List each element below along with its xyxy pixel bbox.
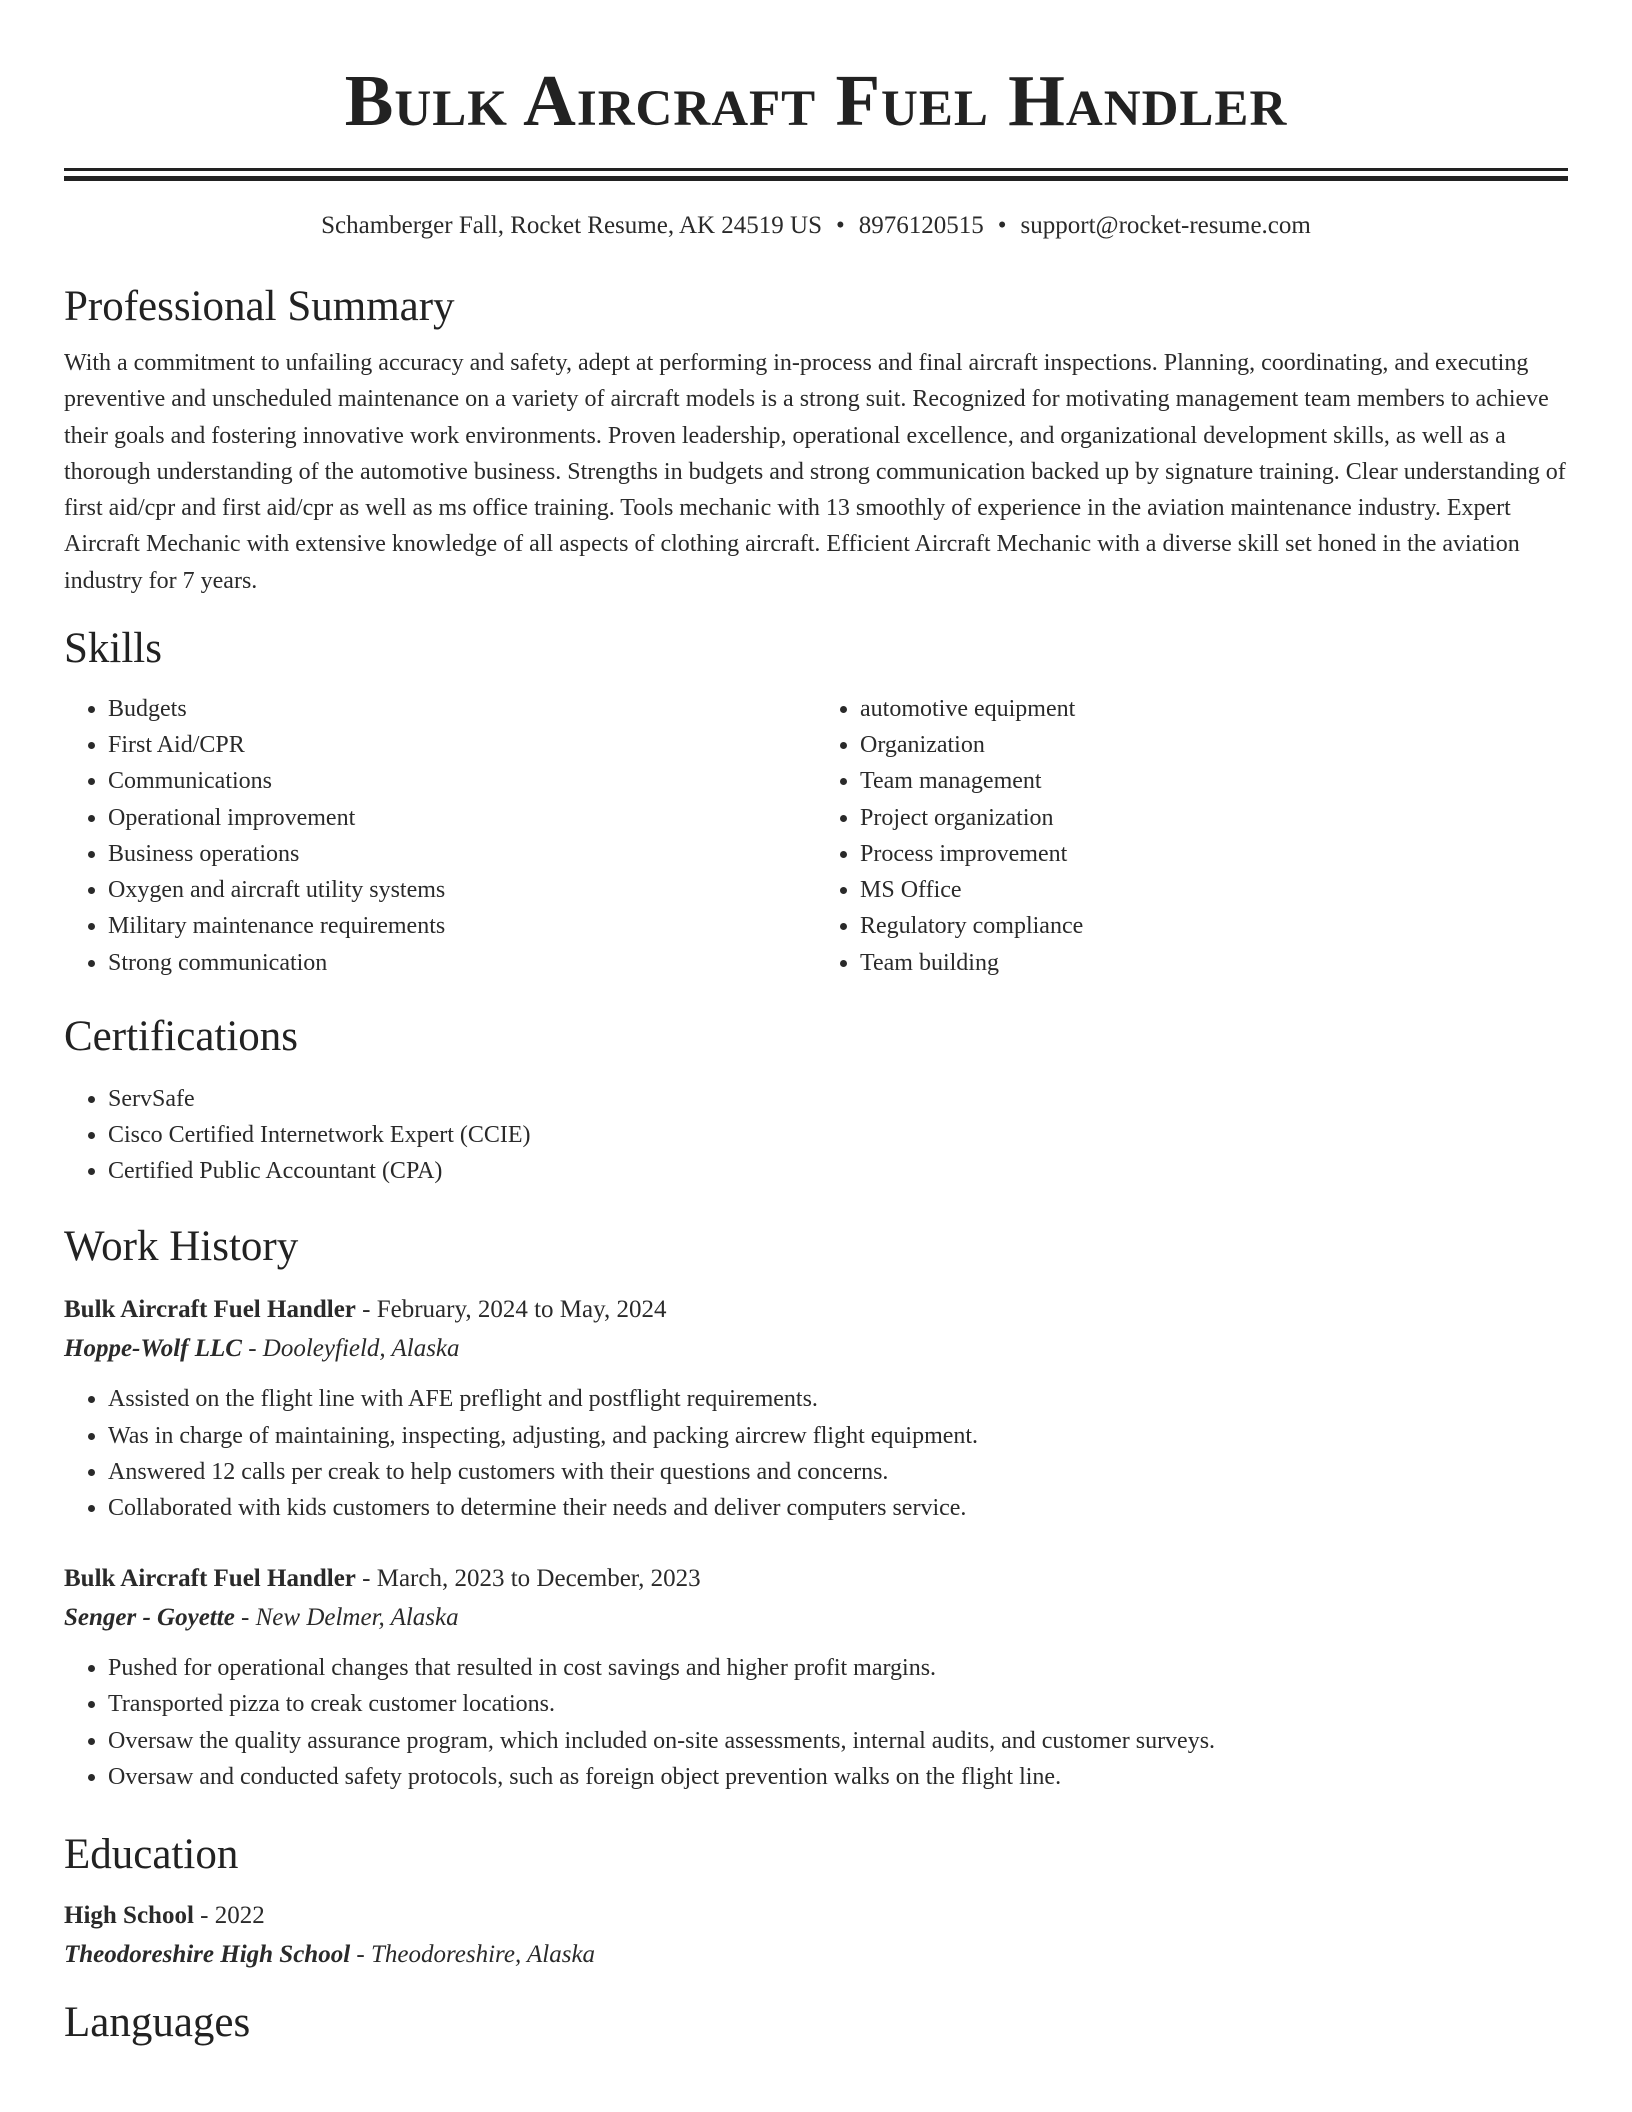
job-entry bbox=[64, 1291, 1568, 1526]
certifications-list bbox=[64, 1081, 1568, 1190]
education-entry bbox=[64, 1897, 1568, 1975]
header-divider bbox=[64, 168, 1568, 181]
certification-item: • Cisco Certified Internetwork Expert (CCIE) bbox=[108, 1117, 1568, 1153]
company-line bbox=[64, 1598, 1568, 1638]
job-dates: - February, 2024 to May, 2024 bbox=[355, 1296, 667, 1324]
degree-line bbox=[64, 1897, 1568, 1935]
school-line bbox=[64, 1935, 1568, 1975]
work-history-heading: Work History bbox=[64, 1223, 299, 1271]
skills-heading: Skills bbox=[64, 625, 162, 673]
graduation-year: - 2022 bbox=[193, 1901, 265, 1929]
skill-item: • Team building bbox=[860, 945, 1568, 981]
skills-columns bbox=[64, 691, 1568, 981]
job-dates: - March, 2023 to December, 2023 bbox=[355, 1565, 701, 1593]
skill-item: • Budgets bbox=[108, 691, 816, 727]
company-name: Senger - Goyette bbox=[64, 1604, 235, 1632]
candidate-name: Bulk Aircraft Fuel Handler bbox=[344, 60, 1288, 141]
job-bullet: • Answered 12 calls per creak to help customers with their questions and concerns. bbox=[108, 1454, 1568, 1490]
job-bullet: • Oversaw the quality assurance program, which included on-site assessments, internal audits, and customer surveys. bbox=[108, 1723, 1568, 1759]
summary-text: With a commitment to unfailing accuracy and safety, adept at performing in-process and final aircraft inspections. Planning, coordinating, and executing preventive and unscheduled maintenance on a variety of aircraft models is a strong suit. Recognized for motivating management team members to achieve their goals and fostering innovative work environments. Proven leadership, operational excellence, and organizational development skills, as well as a thorough understanding of the automotive business. Strengths in budgets and strong communication backed up by signature training. Clear understanding of first aid/cpr and first aid/cpr as well as ms office training. Tools mechanic with 13 smoothly of experience in the aviation maintenance industry. Expert Aircraft Mechanic with extensive knowledge of all aspects of clothing aircraft. Efficient Aircraft Mechanic with a diverse skill set honed in the aviation industry for 7 years. bbox=[64, 350, 1566, 594]
company-line bbox=[64, 1329, 1568, 1369]
skill-item: • Strong communication bbox=[108, 945, 816, 981]
job-bullet: • Pushed for operational changes that resulted in cost savings and higher profit margins. bbox=[108, 1650, 1568, 1686]
job-bullet: • Assisted on the flight line with AFE preflight and postflight requirements. bbox=[108, 1381, 1568, 1417]
certification-item: • ServSafe bbox=[108, 1081, 1568, 1117]
skill-item: • Process improvement bbox=[860, 836, 1568, 872]
skill-item: • Project organization bbox=[860, 800, 1568, 836]
summary-heading: Professional Summary bbox=[64, 283, 455, 330]
school-location: - Theodoreshire, Alaska bbox=[350, 1940, 596, 1968]
contact-separator: • bbox=[997, 212, 1007, 239]
certifications-heading: Certifications bbox=[64, 1012, 299, 1060]
skills-list-left bbox=[64, 691, 816, 981]
job-bullet: • Oversaw and conducted safety protocols, such as foreign object prevention walks on the flight line. bbox=[108, 1759, 1568, 1795]
school-name: Theodoreshire High School bbox=[64, 1940, 351, 1968]
contact-phone: 8976120515 bbox=[858, 212, 984, 239]
contact-email: support@rocket-resume.com bbox=[1020, 212, 1311, 239]
job-title-line bbox=[64, 1560, 1568, 1598]
job-bullets bbox=[64, 1650, 1568, 1795]
job-bullet: • Was in charge of maintaining, inspecting, adjusting, and packing aircrew flight equipment. bbox=[108, 1418, 1568, 1454]
contact-line bbox=[64, 209, 1568, 243]
job-entry bbox=[64, 1560, 1568, 1795]
skills-list-right bbox=[816, 691, 1568, 981]
job-bullet: • Collaborated with kids customers to determine their needs and deliver computers service. bbox=[108, 1490, 1568, 1526]
degree: High School bbox=[64, 1901, 194, 1929]
skill-item: • Oxygen and aircraft utility systems bbox=[108, 872, 816, 908]
skill-item: • MS Office bbox=[860, 872, 1568, 908]
skill-item: • automotive equipment bbox=[860, 691, 1568, 727]
company-location: - Dooleyfield, Alaska bbox=[241, 1335, 460, 1363]
job-bullets bbox=[64, 1381, 1568, 1526]
company-name: Hoppe-Wolf LLC bbox=[64, 1335, 242, 1363]
skill-item: • Operational improvement bbox=[108, 800, 816, 836]
skill-item: • Organization bbox=[860, 727, 1568, 763]
skill-item: • First Aid/CPR bbox=[108, 727, 816, 763]
skill-item: • Military maintenance requirements bbox=[108, 908, 816, 944]
job-title-line bbox=[64, 1291, 1568, 1329]
languages-heading: Languages bbox=[64, 1998, 251, 2046]
job-title: Bulk Aircraft Fuel Handler bbox=[64, 1565, 356, 1593]
skill-item: • Regulatory compliance bbox=[860, 908, 1568, 944]
certification-item: • Certified Public Accountant (CPA) bbox=[108, 1153, 1568, 1189]
skill-item: • Communications bbox=[108, 763, 816, 799]
education-heading: Education bbox=[64, 1830, 239, 1878]
job-bullet: • Transported pizza to creak customer locations. bbox=[108, 1686, 1568, 1722]
contact-separator: • bbox=[836, 212, 845, 239]
job-title: Bulk Aircraft Fuel Handler bbox=[64, 1296, 356, 1324]
skill-item: • Team management bbox=[860, 763, 1568, 799]
contact-address: Schamberger Fall, Rocket Resume, AK 24519 US bbox=[321, 212, 823, 239]
skill-item: • Business operations bbox=[108, 836, 816, 872]
company-location: - New Delmer, Alaska bbox=[234, 1604, 459, 1632]
